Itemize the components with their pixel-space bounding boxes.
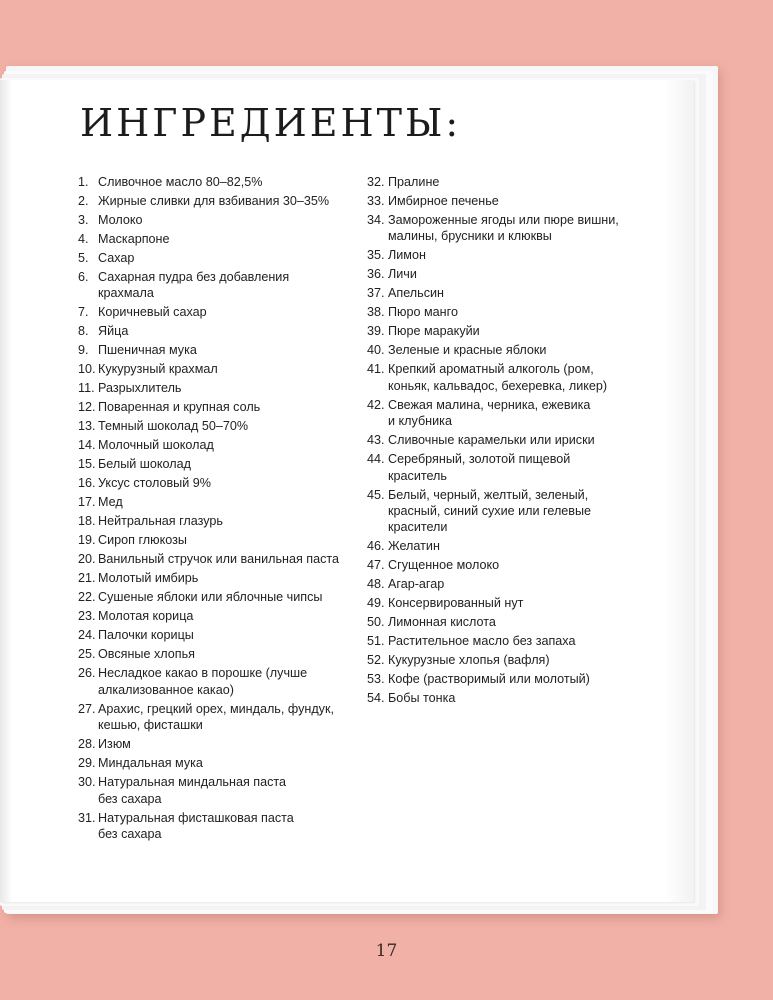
ingredient-number: 11. bbox=[78, 381, 95, 396]
ingredient-text: Несладкое какао в порошке (лучше bbox=[98, 666, 308, 681]
ingredient-text: Зеленые и красные яблоки bbox=[388, 343, 547, 358]
ingredient-number: 40. bbox=[367, 343, 385, 358]
ingredient-text: Бобы тонка bbox=[388, 691, 456, 706]
ingredient-text: Растительное масло без запаха bbox=[388, 634, 576, 649]
ingredient-number: 33. bbox=[367, 194, 385, 208]
ingredient-number: 2. bbox=[78, 194, 89, 208]
ingredient-item bbox=[367, 304, 637, 320]
ingredient-text: без сахара bbox=[98, 791, 162, 806]
ingredient-item bbox=[78, 736, 358, 752]
ingredient-number: 18. bbox=[78, 514, 96, 529]
ingredient-text: Разрыхлитель bbox=[98, 381, 182, 396]
ingredient-text: Поваренная и крупная соль bbox=[98, 400, 261, 415]
ingredient-item bbox=[78, 701, 358, 734]
ingredient-text: Крепкий ароматный алкоголь (ром, bbox=[388, 362, 594, 377]
ingredient-number: 45. bbox=[367, 487, 385, 502]
ingredient-text: Сахарная пудра без добавления bbox=[98, 270, 290, 284]
ingredient-number: 51. bbox=[367, 634, 385, 649]
ingredient-text: краситель bbox=[388, 468, 447, 483]
ingredient-item bbox=[367, 538, 637, 554]
ingredient-text: Коричневый сахар bbox=[98, 305, 207, 320]
ingredient-number: 14. bbox=[78, 438, 96, 453]
ingredient-text: Сливочные карамельки или ириски bbox=[388, 433, 595, 448]
ingredient-number: 43. bbox=[367, 433, 385, 448]
ingredient-number: 24. bbox=[78, 628, 96, 643]
ingredient-item bbox=[367, 690, 637, 706]
ingredient-item bbox=[367, 432, 637, 448]
ingredient-number: 27. bbox=[78, 701, 96, 716]
ingredient-item bbox=[78, 342, 358, 358]
ingredient-item bbox=[78, 774, 358, 807]
ingredient-item bbox=[367, 247, 637, 263]
ingredient-item bbox=[367, 451, 637, 484]
ingredient-text: Лимонная кислота bbox=[388, 615, 496, 630]
ingredient-item bbox=[367, 557, 637, 573]
ingredient-text: Мед bbox=[98, 495, 123, 510]
ingredient-item bbox=[78, 475, 358, 491]
ingredient-text: Сушеные яблоки или яблочные чипсы bbox=[98, 590, 323, 605]
ingredient-text: Кукурузный крахмал bbox=[98, 362, 218, 377]
ingredient-text: Ванильный стручок или ванильная паста bbox=[98, 552, 340, 567]
ingredient-item bbox=[78, 570, 358, 586]
ingredient-item bbox=[367, 212, 637, 245]
ingredient-text: Пюро манго bbox=[388, 305, 458, 320]
ingredient-item bbox=[367, 671, 637, 687]
ingredient-item bbox=[78, 380, 358, 396]
ingredient-item bbox=[367, 487, 637, 536]
ingredient-text: Молоко bbox=[98, 213, 143, 227]
ingredient-text: Свежая малина, черника, ежевика bbox=[388, 397, 591, 412]
page-title: ИНГРЕДИЕНТЫ: bbox=[80, 101, 462, 145]
page-number: 17 bbox=[375, 941, 398, 961]
ingredient-text: Лимон bbox=[388, 248, 426, 263]
ingredient-item bbox=[78, 437, 358, 453]
ingredient-text: Яйца bbox=[98, 324, 129, 339]
ingredient-item bbox=[78, 755, 358, 771]
ingredient-number: 35. bbox=[367, 248, 385, 263]
ingredient-item bbox=[367, 174, 637, 190]
ingredient-item bbox=[78, 418, 358, 434]
ingredient-number: 23. bbox=[78, 609, 96, 624]
ingredient-number: 39. bbox=[367, 324, 385, 339]
ingredient-item bbox=[78, 551, 358, 567]
ingredient-item bbox=[78, 174, 358, 190]
ingredient-text: коньяк, кальвадос, бехеревка, ликер) bbox=[388, 378, 608, 393]
ingredient-text: Серебряный, золотой пищевой bbox=[388, 452, 571, 467]
ingredient-number: 47. bbox=[367, 558, 385, 573]
ingredient-text: Натуральная миндальная паста bbox=[98, 775, 287, 790]
ingredient-item bbox=[78, 608, 358, 624]
ingredient-number: 48. bbox=[367, 577, 385, 592]
ingredient-number: 31. bbox=[78, 810, 96, 825]
ingredient-item bbox=[367, 285, 637, 301]
ingredient-number: 34. bbox=[367, 213, 385, 227]
ingredient-text: Натуральная фисташковая паста bbox=[98, 810, 294, 825]
ingredient-number: 4. bbox=[78, 232, 89, 246]
page-edge-shadow bbox=[664, 80, 694, 902]
ingredient-number: 5. bbox=[78, 251, 89, 265]
ingredient-text: Жирные сливки для взбивания 30–35% bbox=[98, 194, 330, 208]
ingredient-number: 54. bbox=[367, 691, 385, 706]
ingredient-item bbox=[367, 652, 637, 668]
ingredient-text: красный, синий сухие или гелевые bbox=[388, 504, 592, 519]
ingredient-item bbox=[78, 323, 358, 339]
ingredient-number: 32. bbox=[367, 175, 385, 189]
spine-shadow bbox=[0, 80, 12, 902]
ingredient-item bbox=[78, 231, 358, 247]
ingredient-text: Личи bbox=[388, 267, 417, 282]
ingredient-number: 17. bbox=[78, 495, 96, 510]
ingredient-number: 38. bbox=[367, 305, 385, 320]
ingredient-number: 10. bbox=[78, 362, 96, 377]
ingredient-number: 19. bbox=[78, 533, 96, 548]
ingredient-text: крахмала bbox=[98, 286, 154, 301]
ingredient-text: Сгущенное молоко bbox=[388, 558, 500, 573]
ingredient-text: алкализованное какао) bbox=[98, 682, 234, 697]
ingredient-item bbox=[78, 456, 358, 472]
ingredient-number: 28. bbox=[78, 737, 96, 752]
ingredient-number: 7. bbox=[78, 305, 89, 320]
ingredient-text: красители bbox=[388, 520, 448, 535]
ingredient-number: 42. bbox=[367, 397, 385, 412]
ingredient-item bbox=[367, 614, 637, 630]
ingredient-item bbox=[78, 212, 358, 228]
ingredient-number: 52. bbox=[367, 653, 385, 668]
ingredient-text: Кофе (растворимый или молотый) bbox=[388, 672, 590, 687]
ingredient-number: 25. bbox=[78, 647, 96, 662]
ingredient-text: Палочки корицы bbox=[98, 628, 194, 643]
ingredient-number: 26. bbox=[78, 666, 96, 681]
ingredient-item bbox=[367, 576, 637, 592]
ingredient-text: Белый шоколад bbox=[98, 457, 191, 472]
ingredient-number: 44. bbox=[367, 452, 385, 467]
ingredient-text: Молочный шоколад bbox=[98, 438, 214, 453]
ingredient-number: 15. bbox=[78, 457, 96, 472]
ingredients-list-right bbox=[367, 174, 637, 709]
ingredient-number: 16. bbox=[78, 476, 96, 491]
ingredient-number: 20. bbox=[78, 552, 96, 567]
ingredient-text: Уксус столовый 9% bbox=[98, 476, 211, 491]
ingredient-text: Сахар bbox=[98, 251, 135, 265]
ingredient-number: 36. bbox=[367, 267, 385, 282]
ingredient-number: 6. bbox=[78, 270, 89, 284]
ingredient-text: Имбирное печенье bbox=[388, 194, 499, 208]
ingredient-number: 29. bbox=[78, 756, 96, 771]
ingredient-number: 46. bbox=[367, 539, 385, 554]
ingredient-text: Агар-агар bbox=[388, 577, 445, 592]
ingredient-text: Сливочное масло 80–82,5% bbox=[98, 175, 263, 189]
ingredient-number: 30. bbox=[78, 775, 96, 790]
ingredient-text: Замороженные ягоды или пюре вишни, bbox=[388, 213, 619, 227]
ingredient-item bbox=[78, 810, 358, 843]
ingredient-text: Арахис, грецкий орех, миндаль, фундук, bbox=[98, 701, 334, 716]
ingredient-item bbox=[78, 532, 358, 548]
ingredient-text: Сироп глюкозы bbox=[98, 533, 187, 548]
ingredient-item bbox=[367, 266, 637, 282]
ingredient-number: 12. bbox=[78, 400, 96, 415]
ingredient-item bbox=[78, 361, 358, 377]
ingredient-number: 21. bbox=[78, 571, 96, 586]
ingredient-text: и клубника bbox=[388, 414, 452, 429]
ingredient-item bbox=[78, 494, 358, 510]
ingredient-text: малины, брусники и клюквы bbox=[388, 229, 552, 244]
ingredient-text: Кукурузные хлопья (вафля) bbox=[388, 653, 550, 668]
ingredient-text: Миндальная мука bbox=[98, 756, 203, 771]
ingredient-item bbox=[367, 361, 637, 394]
ingredient-text: Белый, черный, желтый, зеленый, bbox=[388, 487, 589, 502]
ingredient-item bbox=[78, 513, 358, 529]
ingredient-text: Консервированный нут bbox=[388, 596, 524, 611]
ingredient-text: Пралине bbox=[388, 175, 440, 189]
ingredient-text: без сахара bbox=[98, 827, 162, 842]
ingredient-number: 9. bbox=[78, 343, 89, 358]
ingredient-item bbox=[78, 193, 358, 209]
ingredient-text: Желатин bbox=[388, 539, 440, 554]
ingredient-item bbox=[78, 627, 358, 643]
ingredient-text: Маскарпоне bbox=[98, 232, 170, 246]
ingredient-number: 49. bbox=[367, 596, 385, 611]
ingredient-text: Пшеничная мука bbox=[98, 343, 197, 358]
ingredient-number: 1. bbox=[78, 175, 89, 189]
ingredient-item bbox=[367, 633, 637, 649]
ingredient-text: Молотая корица bbox=[98, 609, 194, 624]
ingredient-item bbox=[78, 646, 358, 662]
ingredient-text: Нейтральная глазурь bbox=[98, 514, 223, 529]
ingredient-item bbox=[78, 589, 358, 605]
ingredient-item bbox=[367, 342, 637, 358]
ingredients-list-left bbox=[78, 174, 358, 845]
ingredient-number: 22. bbox=[78, 590, 96, 605]
ingredient-number: 37. bbox=[367, 286, 385, 301]
ingredient-item bbox=[367, 595, 637, 611]
ingredient-number: 50. bbox=[367, 615, 385, 630]
ingredient-text: Овсяные хлопья bbox=[98, 647, 195, 662]
ingredient-text: Апельсин bbox=[388, 286, 445, 301]
ingredient-number: 3. bbox=[78, 213, 89, 227]
ingredient-text: Темный шоколад 50–70% bbox=[98, 419, 249, 434]
ingredient-item bbox=[78, 665, 358, 698]
ingredient-item bbox=[367, 323, 637, 339]
ingredient-number: 13. bbox=[78, 419, 96, 434]
ingredient-item bbox=[78, 269, 358, 302]
ingredient-number: 8. bbox=[78, 324, 89, 339]
ingredient-item bbox=[367, 193, 637, 209]
ingredient-number: 53. bbox=[367, 672, 385, 687]
ingredient-text: Изюм bbox=[98, 737, 131, 752]
ingredient-item bbox=[78, 250, 358, 266]
ingredient-text: Пюре маракуйи bbox=[388, 324, 480, 339]
ingredient-text: кешью, фисташки bbox=[98, 718, 203, 733]
ingredient-item bbox=[78, 304, 358, 320]
ingredient-text: Молотый имбирь bbox=[98, 571, 199, 586]
ingredient-item bbox=[367, 397, 637, 430]
ingredient-number: 41. bbox=[367, 362, 385, 377]
ingredient-item bbox=[78, 399, 358, 415]
